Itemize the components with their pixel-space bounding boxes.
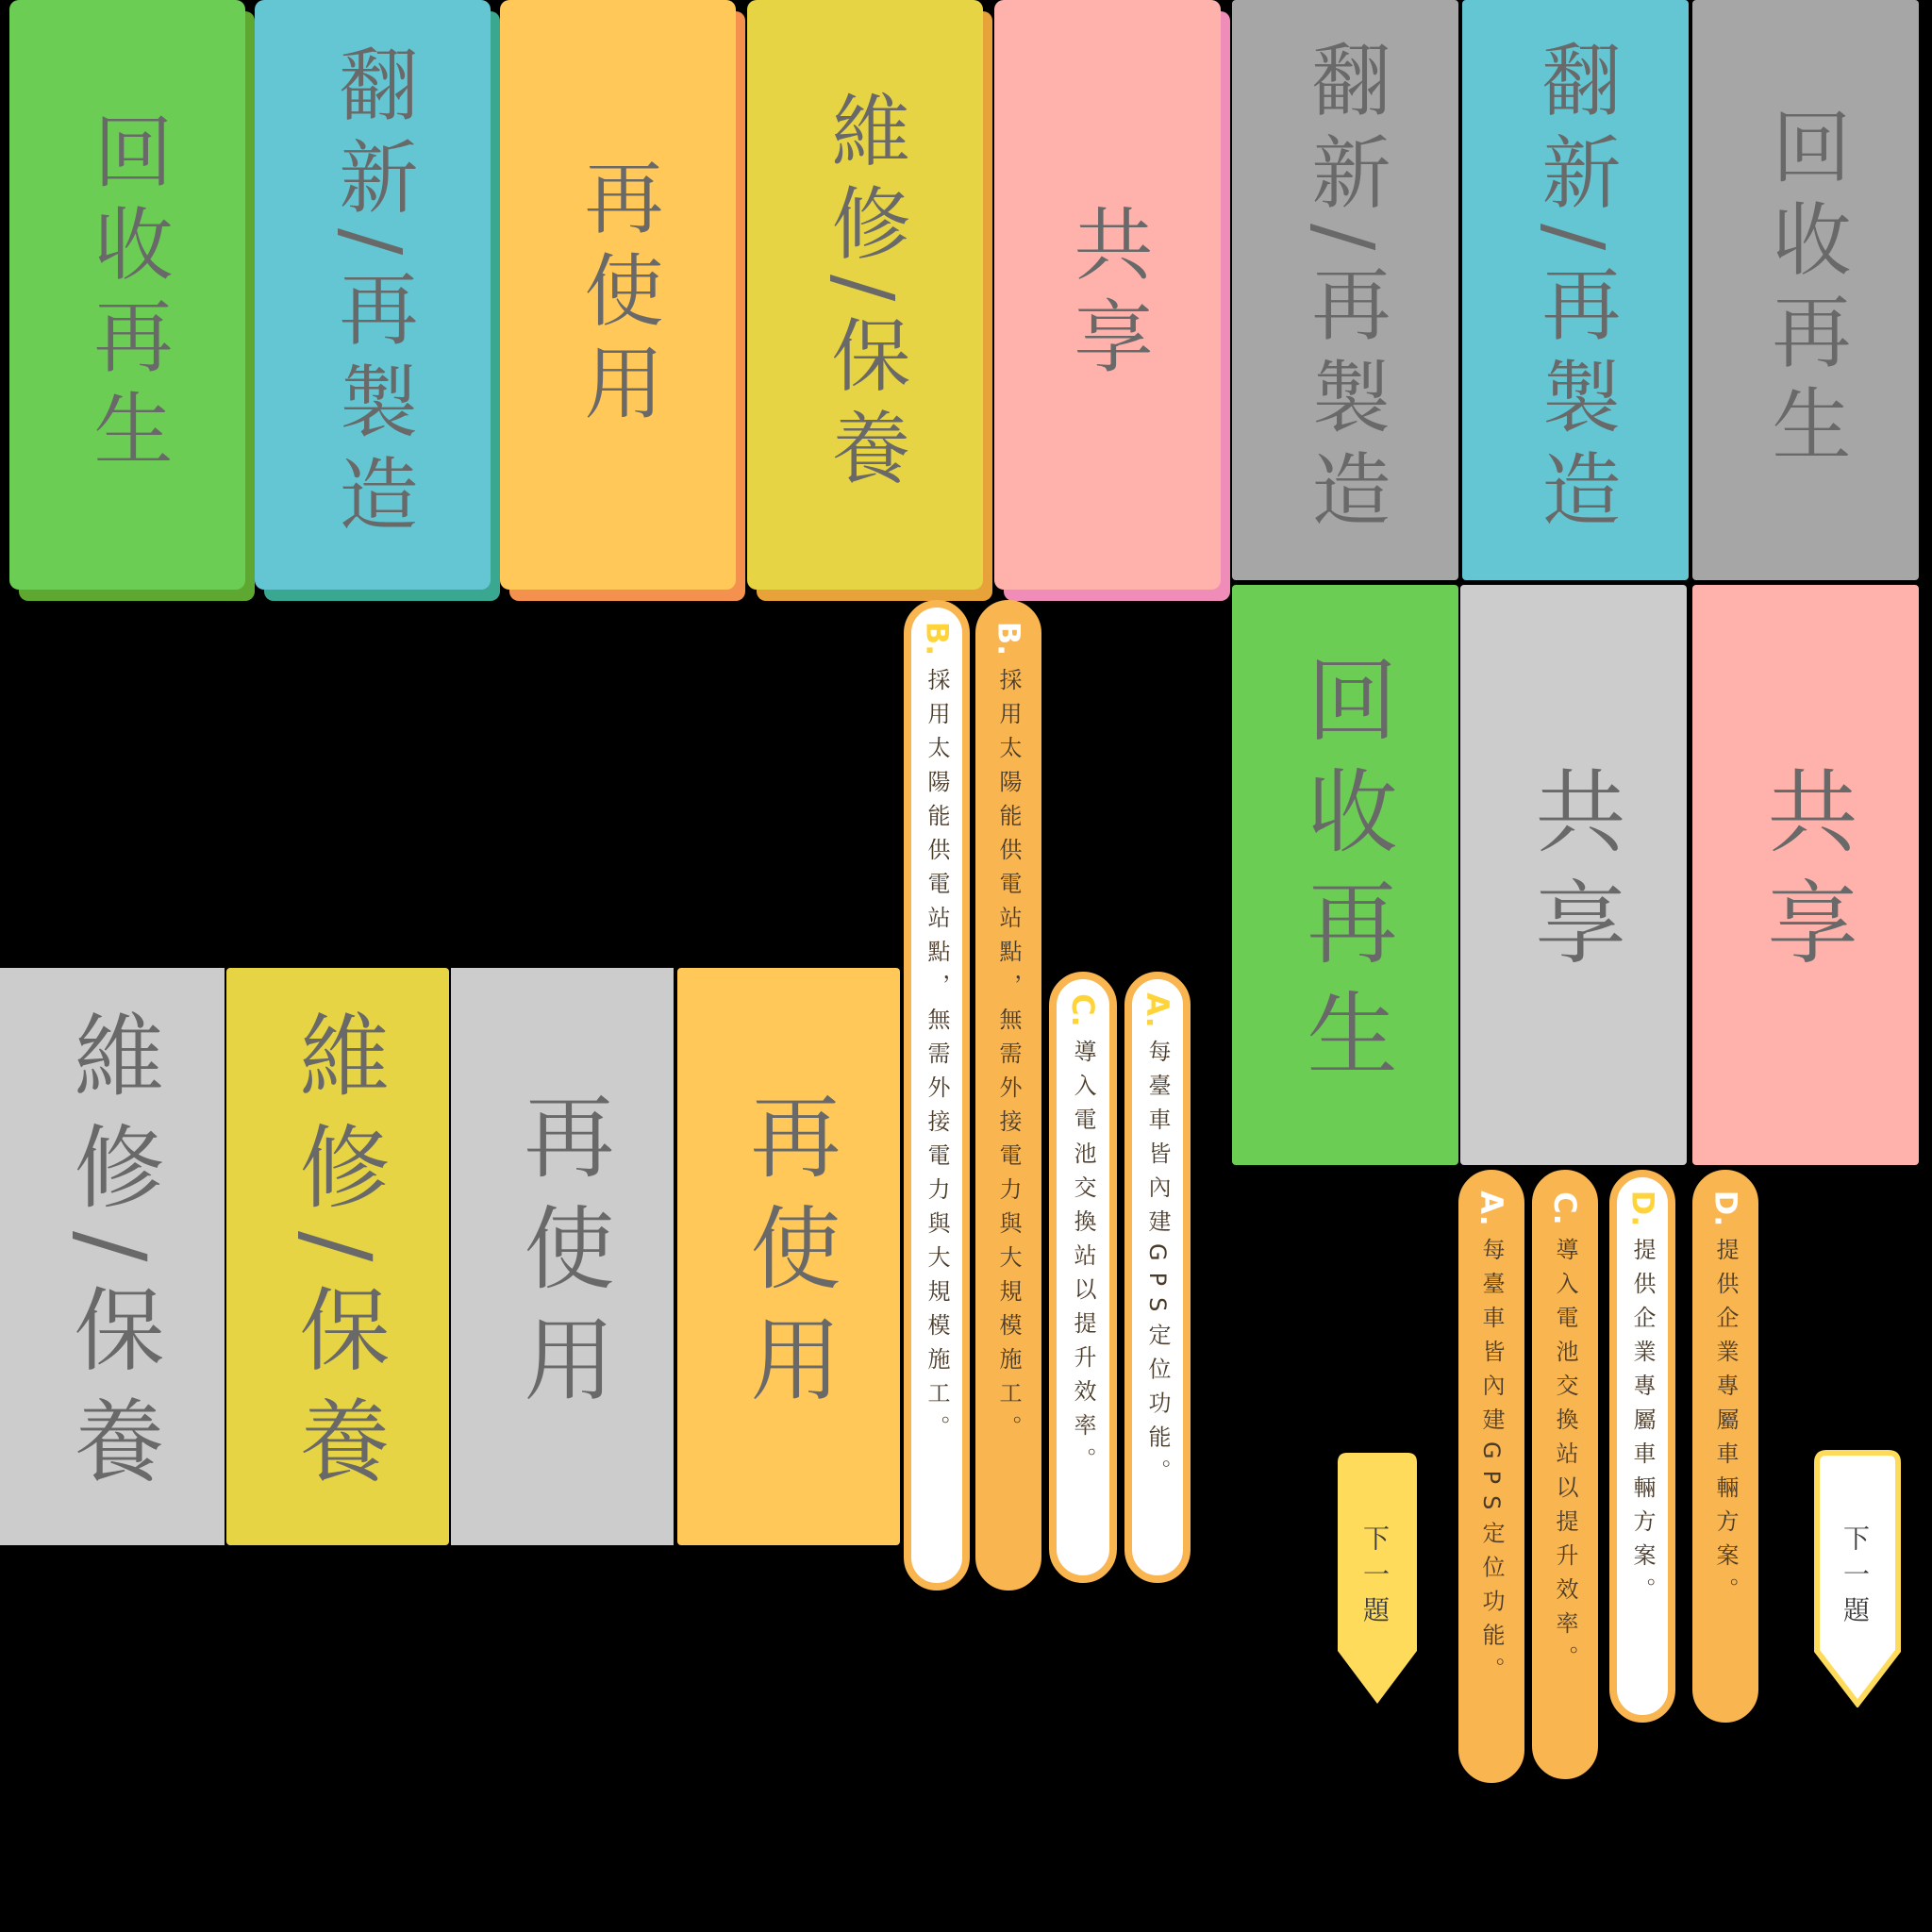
answer-text: 提供企業專屬車輛方案。 — [1712, 1238, 1739, 1611]
card-label: 回收再生 — [1292, 652, 1398, 1098]
card-recycle-green[interactable] — [9, 0, 245, 590]
answer-text: 導入電池交換站以提升效率。 — [1552, 1238, 1578, 1679]
card-reuse-lightgray[interactable] — [451, 968, 674, 1545]
answer-letter: B. — [990, 621, 1026, 657]
next-button-label: 下一題 — [1840, 1524, 1871, 1632]
answer-text: 提供企業專屬車輛方案。 — [1629, 1238, 1656, 1611]
card-label: 再使用 — [736, 1090, 841, 1424]
card-refurbish-teal-flat[interactable] — [1462, 0, 1689, 580]
card-label: 共享 — [1521, 763, 1626, 987]
answer-c-orange[interactable] — [1532, 1170, 1598, 1779]
card-reuse-orange[interactable] — [500, 0, 736, 590]
card-label: 翻新/再製造 — [326, 43, 419, 546]
answer-letter: B. — [918, 621, 955, 657]
answer-d-white[interactable] — [1609, 1170, 1675, 1723]
next-button-label: 下一題 — [1359, 1524, 1391, 1632]
card-repair-yellow-flat[interactable] — [226, 968, 449, 1545]
answer-letter: A. — [1473, 1191, 1509, 1226]
answer-letter: A. — [1139, 992, 1175, 1028]
card-label: 再使用 — [572, 156, 664, 434]
card-share-lightgray[interactable] — [1460, 585, 1687, 1165]
card-repair-lightgray[interactable] — [0, 968, 225, 1545]
answer-b-orange[interactable] — [975, 600, 1041, 1591]
next-button-yellow[interactable] — [1330, 1449, 1424, 1707]
card-label: 共享 — [1753, 763, 1858, 987]
answer-text: 採用太陽能供電站點，無需外接電力與大規模施工。 — [924, 668, 950, 1449]
card-label: 維修/保養 — [819, 90, 911, 500]
answer-b-white[interactable] — [904, 600, 970, 1591]
answer-a-white[interactable] — [1124, 972, 1191, 1583]
answer-text: 導入電池交換站以提升效率。 — [1070, 1040, 1096, 1481]
card-label: 再使用 — [509, 1090, 615, 1424]
card-refurbish-teal[interactable] — [255, 0, 491, 590]
card-repair-yellow[interactable] — [747, 0, 983, 590]
answer-text: 採用太陽能供電站點，無需外接電力與大規模施工。 — [995, 668, 1022, 1449]
next-button-white[interactable] — [1809, 1449, 1906, 1707]
answer-a-orange[interactable] — [1458, 1170, 1524, 1783]
card-label: 共享 — [1061, 202, 1154, 388]
answer-letter: D. — [1707, 1190, 1743, 1227]
answer-letter: C. — [1064, 993, 1101, 1027]
answer-text: 每臺車皆內建GPS定位功能。 — [1144, 1040, 1171, 1493]
card-label: 回收再生 — [1759, 105, 1852, 475]
answer-d-orange[interactable] — [1692, 1170, 1758, 1723]
card-label: 翻新/再製造 — [1299, 39, 1391, 541]
card-share-pink[interactable] — [994, 0, 1221, 590]
card-label: 維修/保養 — [59, 1008, 165, 1506]
card-share-pink-flat[interactable] — [1692, 585, 1919, 1165]
card-reuse-orange-flat[interactable] — [677, 968, 900, 1545]
answer-letter: C. — [1546, 1191, 1583, 1225]
card-label: 回收再生 — [81, 109, 174, 480]
card-recycle-gray[interactable] — [1692, 0, 1919, 580]
answer-text: 每臺車皆內建GPS定位功能。 — [1478, 1238, 1505, 1691]
answer-c-white[interactable] — [1049, 972, 1117, 1583]
answer-letter: D. — [1624, 1190, 1660, 1227]
card-label: 維修/保養 — [285, 1008, 391, 1506]
card-label: 翻新/再製造 — [1529, 39, 1622, 541]
card-refurbish-gray[interactable] — [1232, 0, 1458, 580]
card-recycle-green-flat[interactable] — [1232, 585, 1458, 1165]
